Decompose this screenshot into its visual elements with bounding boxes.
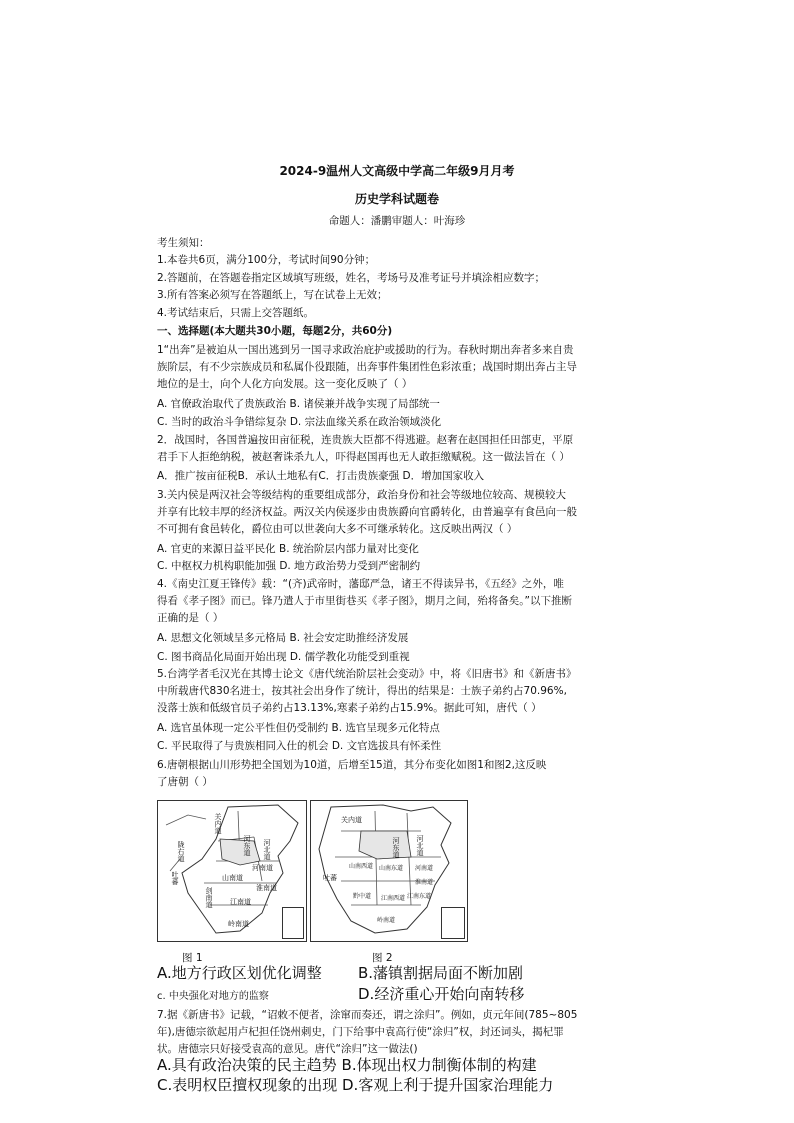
region-label: 吐蕃: [323, 874, 337, 882]
region-label: 河北道: [416, 835, 424, 856]
tang-map-figure-1: [157, 800, 307, 942]
region-label: 岭南道: [377, 917, 396, 924]
question-option: C. 图书商品化局面开始出现 D. 儒学教化功能受到重视: [157, 651, 410, 663]
exam-title: 2024-9温州人文高级中学高二年级9月月考: [279, 164, 515, 178]
notice-heading: 考生须知：: [157, 237, 210, 249]
region-label: 江南道: [230, 898, 251, 906]
question-option: C. 当时的政治斗争错综复杂 D. 宗法血缘关系在政治领域淡化: [157, 416, 442, 428]
notice-item: 4.考试结束后，只需上交答题纸。: [157, 307, 315, 319]
question-text: 并享有比较丰厚的经济权益。两汉关内侯逐步由贵族爵向官爵转化，由普遍享有食邑向一般: [157, 506, 577, 518]
question-text: 7.据《新唐书》记载，“诏敕不便者，涂窜而奏还，谓之涂归”。例如，贞元年间(785~805: [157, 1009, 578, 1021]
region-label: 山南西道: [349, 863, 374, 870]
region-label: 剑南道: [205, 887, 213, 908]
question-option: C.表明权臣擅权现象的出现 D.客观上利于提升国家治理能力: [157, 1076, 554, 1094]
question-option: c. 中央强化对地方的监察: [157, 991, 269, 1002]
question-text: 5.台湾学者毛汉光在其博士论文《唐代统治阶层社会变动》中，将《旧唐书》和《新唐书》: [157, 668, 577, 680]
region-label: 河南道: [415, 865, 434, 872]
region-label: 河东道: [243, 835, 251, 856]
region-label: 岭南道: [228, 920, 249, 928]
question-option: A.地方行政区划优化调整: [157, 964, 322, 982]
region-label: 江南东道: [407, 893, 432, 900]
question-option: C. 平民取得了与贵族相同入仕的机会 D. 文官选拔具有怀柔性: [157, 740, 442, 752]
question-text: 地位的是士，向个人化方向发展。这一变化反映了（ ）: [157, 378, 413, 390]
question-text: 年),唐德宗欲起用卢杞担任饶州刺史，门下给事中袁高行使“涂归”权，封还词头，揭杞罪: [157, 1026, 564, 1038]
question-option: A. 官吏的来源日益平民化 B. 统治阶层内部力量对比变化: [157, 543, 419, 555]
figure-caption: 图 1: [182, 952, 203, 964]
region-label: 山南道: [222, 874, 243, 882]
south-sea-inset: [282, 907, 304, 939]
section-heading: 一、选择题(本大题共30小题，每题2分，共60分): [157, 325, 393, 337]
region-label: 陇右道: [177, 841, 185, 862]
region-label: 吐蕃: [171, 871, 179, 885]
question-option: B.藩镇割据局面不断加剧: [358, 964, 524, 982]
question-option: A. 选官虽体现一定公平性但仍受制约 B. 选官呈现多元化特点: [157, 722, 440, 734]
question-option: D.经济重心开始向南转移: [358, 985, 525, 1003]
question-option: A. 官僚政治取代了贵族政治 B. 诸侯兼并战争实现了局部统一: [157, 398, 440, 410]
region-label: 江南西道: [381, 895, 406, 902]
region-label: 关内道: [214, 813, 222, 834]
notice-item: 2.答题前，在答题卷指定区域填写班级，姓名，考场号及准考证号并填涂相应数字；: [157, 272, 546, 284]
region-label: 关内道: [341, 816, 362, 824]
question-text: 4.《南史江夏王锋传》载：“(齐)武帝时，藩邸严急，诸王不得读异书，《五经》之外，唯: [157, 578, 564, 590]
question-text: 1“出奔”是被迫从一国出逃到另一国寻求政治庇护或援助的行为。春秋时期出奔者多来自贵: [157, 344, 574, 356]
region-label: 淮南道: [415, 879, 434, 886]
region-label: 河北道: [263, 839, 271, 860]
notice-item: 1.本卷共6页，满分100分，考试时间90分钟；: [157, 254, 376, 266]
question-option: A.具有政治决策的民主趋势 B.体现出权力制衡体制的构建: [157, 1056, 537, 1074]
question-text: 正确的是（ ）: [157, 612, 224, 624]
south-sea-inset: [441, 907, 465, 939]
region-label: 河东道: [392, 837, 400, 858]
question-text: 族阶层，有不少宗族成员和私属仆役跟随，出奔事件集团性色彩浓重；战国时期出奔占主导: [157, 361, 577, 373]
question-text: 了唐朝（ ）: [157, 776, 213, 788]
question-text: 君手下人拒绝纳税，被赵奢诛杀九人，吓得赵国再也无人敢拒缴赋税。这一做法旨在（ ）: [157, 451, 570, 463]
region-label: 河南道: [252, 864, 273, 872]
question-text: 状。唐德宗只好接受袁高的意见。唐代“涂归”这一做法(): [157, 1043, 418, 1055]
exam-authors: 命题人：潘鹏审题人：叶海珍: [328, 215, 466, 227]
region-label: 山南东道: [379, 865, 404, 872]
question-text: 3.关内侯是两汉社会等级结构的重要组成部分，政治身份和社会等级地位较高、规模较大: [157, 489, 567, 501]
region-label: 淮南道: [256, 884, 277, 892]
question-text: 2．战国时，各国普遍按田亩征税，连贵族大臣都不得逃避。赵奢在赵国担任田部吏，平原: [157, 434, 574, 446]
question-option: A. 思想文化领域呈多元格局 B. 社会安定助推经济发展: [157, 632, 409, 644]
question-text: 中所载唐代830名进士，按其社会出身作了统计，得出的结果是：士族子弟约占70.96%,: [157, 685, 567, 697]
exam-subtitle: 历史学科试题卷: [354, 192, 439, 206]
question-text: 6.唐朝根据山川形势把全国划为10道，后增至15道，其分布变化如图1和图2,这反映: [157, 759, 547, 771]
question-option: C. 中枢权力机构职能加强 D. 地方政治势力受到严密制约: [157, 560, 421, 572]
tang-map-figure-2: [310, 800, 468, 942]
region-label: 黔中道: [353, 893, 372, 900]
question-text: 得看《孝子图》而已。锋乃遣人于市里街巷买《孝子图》，期月之间，殆将备矣。”以下推断: [157, 595, 572, 607]
notice-item: 3.所有答案必须写在答题纸上，写在试卷上无效；: [157, 289, 388, 301]
question-text: 不可拥有食邑转化，爵位由可以世袭向大多不可继承转化。这反映出两汉（ ）: [157, 523, 518, 535]
figure-caption: 图 2: [372, 952, 393, 964]
question-text: 没落士族和低级官员子弟约占13.13%,寒素子弟约占15.9%。据此可知，唐代（ ）: [157, 702, 542, 714]
question-option: A．推广按亩征税B．承认土地私有C．打击贵族豪强 D．增加国家收入: [157, 470, 485, 482]
